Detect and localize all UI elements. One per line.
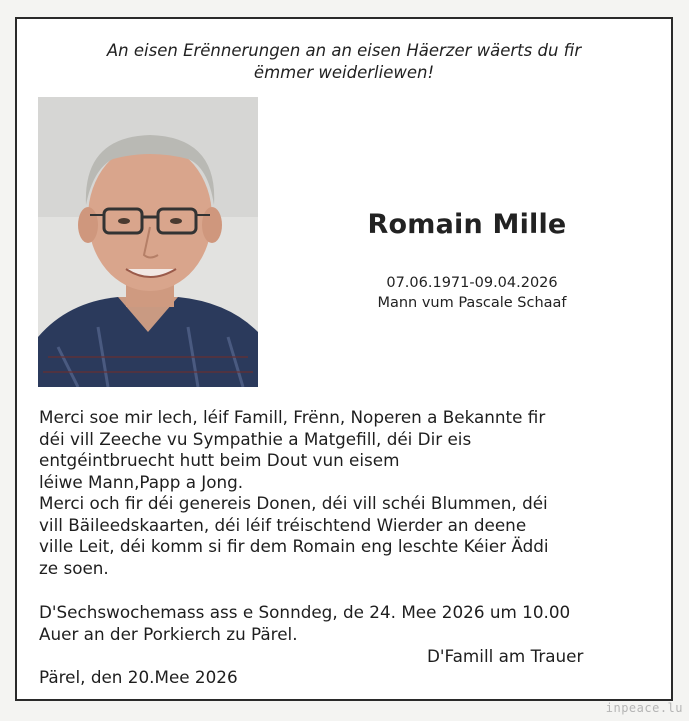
text-line: ze soen. — [39, 557, 109, 578]
motto-line: ëmmer weiderliewen! — [253, 63, 435, 82]
text-line: déi vill Zeeche vu Sympathie a Matgefill, déi Dir eis — [39, 428, 472, 449]
obituary-card — [15, 17, 673, 701]
place-date: Pärel, den 20.Mee 2026 — [39, 667, 238, 687]
text-line: Merci och fir déi genereis Donen, déi vill schéi Blummen, déi — [39, 493, 548, 513]
site-watermark: inpeace.lu — [605, 701, 683, 715]
text-line: vill Bäileedskaarten, déi léif tréischtend Wierder an deene — [39, 514, 527, 535]
thanks-text — [39, 407, 659, 579]
mass-announcement — [39, 602, 659, 645]
motto — [47, 40, 641, 84]
spouse-line: Mann vum Pascale Schaaf — [377, 295, 567, 311]
text-line: D'Sechswochemass ass e Sonndeg, de 24. Mee 2026 um 10.00 — [39, 602, 571, 622]
text-line: Auer an der Porkierch zu Pärel. — [39, 623, 298, 644]
family-signature: D'Famill am Trauer — [427, 646, 584, 666]
life-dates: 07.06.1971-09.04.2026 — [386, 275, 558, 291]
text-line: Merci soe mir lech, léif Famill, Frënn, Noperen a Bekannte fir — [39, 407, 546, 427]
deceased-name: Romain Mille — [367, 209, 567, 240]
text-line: entgéintbruecht hutt beim Dout vun eisem — [39, 450, 400, 470]
motto-line: An eisen Erënnerungen an an eisen Häerzer wäerts du fir — [106, 41, 582, 60]
portrait-photo — [38, 97, 258, 387]
text-line: ville Leit, déi komm si fir dem Romain eng leschte Kéier Äddi — [39, 536, 549, 556]
text-line: léiwe Mann,Papp a Jong. — [39, 471, 244, 492]
